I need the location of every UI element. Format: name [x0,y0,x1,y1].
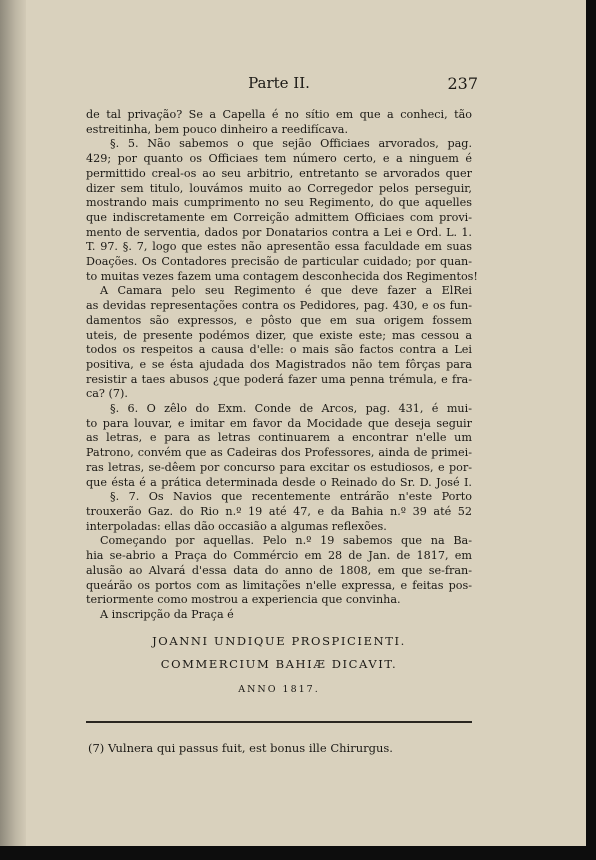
page-gutter [0,0,26,846]
text-line: Patrono, convém que as Cadeiras dos Professores, ainda de primei- [86,446,472,460]
text-line: hia se-abrio a Praça do Commércio em 28 de Jan. de 1817, em [86,549,472,563]
text-line: que indiscretamente em Correição admittem Officiaes com provi- [86,210,472,224]
text-line: §. 7. Os Navios que recentemente entrárão n'este Porto [110,490,472,504]
text-line: de tal privação? Se a Capella é no sítio em que a conheci, tão [86,108,472,121]
text-line: 429; por quanto os Officiaes tem número certo, e a ninguem é [86,152,472,166]
text-block [86,72,478,756]
text-line: que ésta é a prática determinada desde o Reinado do Sr. D. José I. [86,475,472,489]
text-line: A inscripção da Praça é [100,607,234,621]
text-line: teriormente como mostrou a experiencia que convinha. [86,593,401,607]
text-line: trouxerão Gaz. do Rio n.º 19 até 47, e da Bahia n.º 39 até 52 [86,504,472,518]
text-line: resistir a taes abusos ¿que poderá fazer uma penna trémula, e fra- [86,372,472,386]
text-line: A Camara pelo seu Regimento é que deve fazer a ElRei [100,284,472,298]
inscription-line-2: COMMERCIUM BAHIÆ DICAVIT. [160,656,398,671]
inscription-year: ANNO 1817. [238,683,320,695]
body-text [86,108,478,623]
footnote-rule [86,721,472,723]
text-line: §. 5. Não sabemos o que sejão Officiaes arvorados, pag. [110,137,472,151]
text-line: dizer sem titulo, louvámos muito ao Corregedor pelos perseguir, [86,181,472,195]
running-head-title: Parte II. [248,74,310,92]
text-line: §. 6. O zêlo do Exm. Conde de Arcos, pag. 431, é mui- [110,402,472,416]
text-line: estreitinha, bem pouco dinheiro a reedifícava. [86,122,349,136]
text-line: mostrando mais cumprimento no seu Regimento, do que aquelles [86,196,472,210]
text-line: damentos são expressos, e pôsto que em sua origem fossem [86,313,472,327]
text-line: T. 97. §. 7, logo que estes não apresentão essa faculdade em suas [86,240,472,254]
text-line: Doações. Os Contadores precisão de particular cuidado; por quan- [86,255,472,269]
footnote: (7) Vulnera qui passus fuit, est bonus ille Chirurgus. [88,740,393,755]
text-line: as letras, e para as letras continuarem a encontrar n'elle um [86,431,472,445]
text-line: uteis, de presente podémos dizer, que existe este; mas cessou a [86,328,472,342]
inscription [86,633,472,695]
text-line: permittido creal-os ao seu arbitrio, entretanto se arvorados quer [86,166,472,180]
text-line: interpoladas: ellas dão occasião a algumas reflexões. [86,519,387,533]
inscription-line-1: JOANNI UNDIQUE PROSPICIENTI. [152,633,406,648]
text-line: alusão ao Alvará d'essa data do anno de 1808, em que se-fran- [86,563,472,577]
text-line: queárão os portos com as limitações n'elle expressa, e feitas pos- [86,578,472,592]
running-head [86,72,478,108]
text-line: positiva, e se ésta ajudada dos Magistrados não tem fôrças para [86,357,472,371]
text-line: ca? (7). [86,387,128,401]
text-line: as devidas representações contra os Pedidores, pag. 430, e os fun- [86,299,472,313]
page-number: 237 [447,74,478,93]
text-line: Começando por aquellas. Pelo n.º 19 sabemos que na Ba- [100,534,472,548]
text-line: ras letras, se-dêem por concurso para excitar os estudiosos, e por- [86,460,472,474]
text-line: to para louvar, e imitar em favor da Mocidade que deseja seguir [86,416,472,430]
text-line: mento de serventia, dados por Donatarios contra a Lei e Ord. L. 1. [86,225,472,239]
text-line: todos os respeitos a causa d'elle: o mais são factos contra a Lei [86,343,472,357]
text-line: to muitas vezes fazem uma contagem desconhecida dos Regimentos! [86,269,478,283]
